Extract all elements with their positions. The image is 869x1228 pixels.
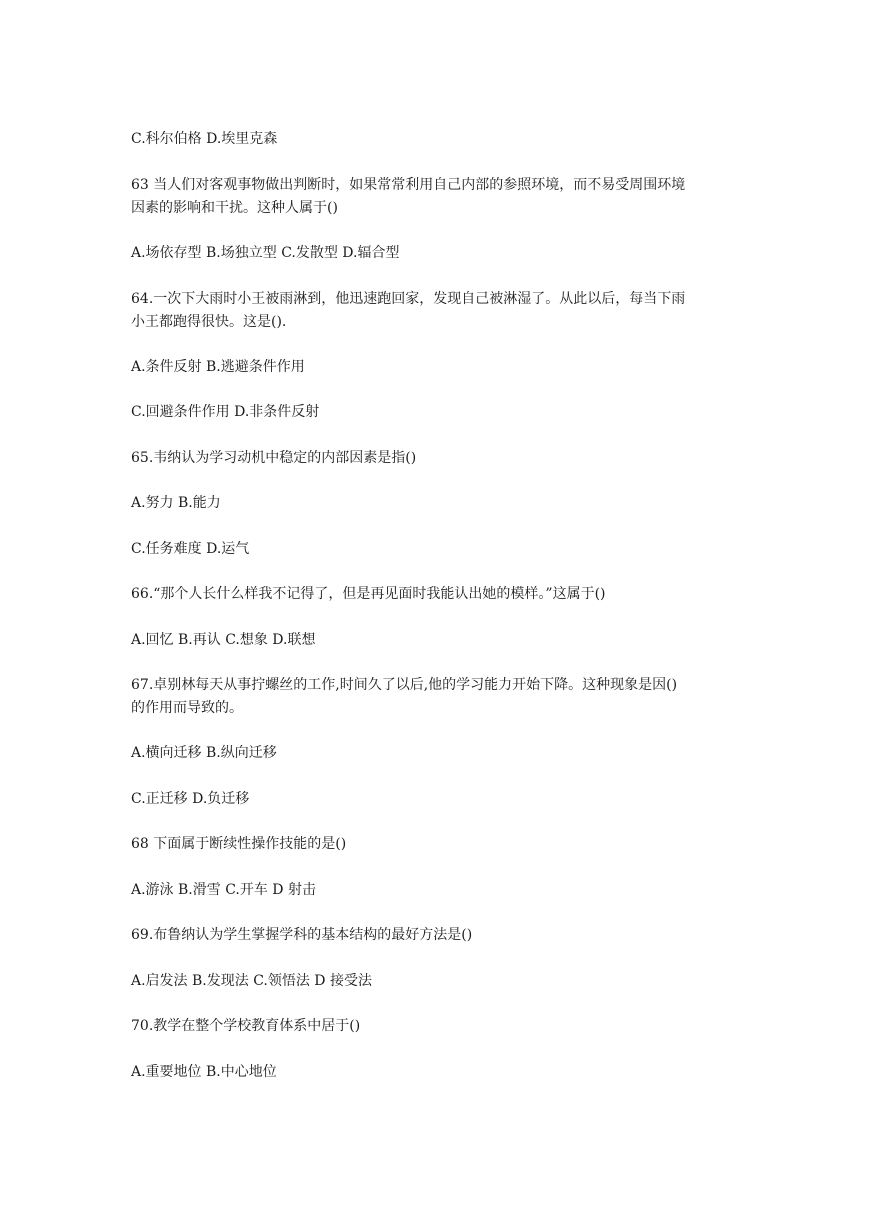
question-70-line: 70.教学在整个学校教育体系中居于(): [131, 1018, 361, 1034]
question-64-options-2: C.回避条件作用 D.非条件反射: [131, 404, 320, 420]
question-65-options-2: C.任务难度 D.运气: [131, 541, 250, 557]
question-69-options: A.启发法 B.发现法 C.领悟法 D 接受法: [131, 973, 372, 989]
question-68-options: A.游泳 B.滑雪 C.开车 D 射击: [131, 882, 316, 898]
question-64-options-1: A.条件反射 B.逃避条件作用: [131, 359, 305, 375]
answer-options-line: C.科尔伯格 D.埃里克森: [131, 131, 278, 147]
question-67-line-2: 的作用而导致的。: [131, 700, 243, 716]
question-64-line-1: 64.一次下大雨时小王被雨淋到，他迅速跑回家，发现自己被淋湿了。从此以后，每当下雨: [131, 291, 686, 307]
question-69-line: 69.布鲁纳认为学生掌握学科的基本结构的最好方法是(): [131, 927, 473, 943]
question-70-options: A.重要地位 B.中心地位: [131, 1064, 277, 1080]
question-64-line-2: 小王都跑得很快。这是().: [131, 314, 287, 330]
question-66-line: 66.“那个人长什么样我不记得了，但是再见面时我能认出她的模样。”这属于(): [131, 586, 606, 602]
question-65-options-1: A.努力 B.能力: [131, 495, 221, 511]
question-63-options: A.场依存型 B.场独立型 C.发散型 D.辐合型: [131, 245, 400, 261]
question-65-line: 65.韦纳认为学习动机中稳定的内部因素是指(): [131, 450, 417, 466]
question-67-options-2: C.正迁移 D.负迁移: [131, 791, 250, 807]
question-67-line-1: 67.卓别林每天从事拧螺丝的工作,时间久了以后,他的学习能力开始下降。这种现象是因(): [131, 677, 678, 693]
question-68-line: 68 下面属于断续性操作技能的是(): [131, 836, 347, 852]
question-67-options-1: A.横向迁移 B.纵向迁移: [131, 745, 277, 761]
question-63-line-1: 63 当人们对客观事物做出判断时，如果常常利用自己内部的参照环境，而不易受周围环境: [131, 177, 686, 193]
question-66-options: A.回忆 B.再认 C.想象 D.联想: [131, 632, 316, 648]
question-63-line-2: 因素的影响和干扰。这种人属于(): [131, 200, 338, 216]
